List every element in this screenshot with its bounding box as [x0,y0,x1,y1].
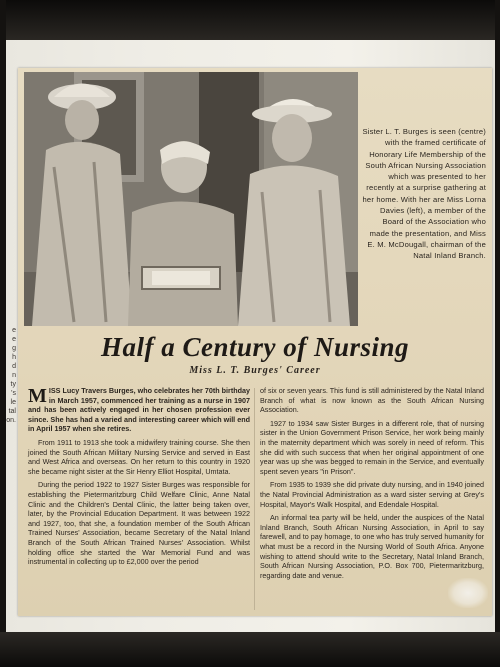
article-paragraph: An informal tea party will be held, under the auspices of the Natal Inland Branch, South African Nursing Association, in April to say farewell, and to pay homage, to one who has truly served humanity for what must be a record in the Nursing World of South Africa. Anyone wishing to attend should write to the Secretary, Natal Inland Branch, South African Nursing Association, P.O. Box 700, Pietermaritzburg, regarding date and venue. [260,513,484,580]
column-divider [254,388,255,610]
article-paragraph: 1927 to 1934 saw Sister Burges in a different role, that of nursing sister in the Union Government Prison Service, her work being mainly in the maternity department which was sorely in need of reform. This she did with such success that when her original appointment of one year was up she was begged to remain in the Service, and eventually spent seven years "in Prison". [260,418,484,476]
article-column-left [28,386,250,571]
headline: Half a Century of Nursing [100,332,410,362]
frame-top [0,0,500,40]
photo-illustration [24,72,358,326]
newspaper-clipping [18,68,492,616]
photo-caption: Sister L. T. Burges is seen (centre) with the framed certificate of Honorary Life Membership of the South African Nursing Association which was presented to her recently at a surprise gathering at her home. With her are Miss Lorna Davies (left), a member of the Board of the Association who made the presentation, and Miss E. M. McDougall, chairman of the Natal Inland Branch. [362,127,486,261]
article-lead-paragraph [28,386,250,434]
frame-right [495,0,500,667]
drop-cap: M [28,385,47,407]
article-column-right [260,386,484,584]
mat-board [6,40,495,632]
article-paragraph: From 1911 to 1913 she took a midwifery training course. She then joined the South African Military Nursing Service and served in East and West Africa and overseas. On her return to this country in 1920 she became night sister at the Sir Henry Elliot Hospital, Umtata. [28,437,250,476]
paper-stain [448,578,488,608]
article-paragraph: of six or seven years. This fund is still administered by the Natal Inland Branch of what is now known as the South African Nursing Association. [260,386,484,415]
photograph-of-three-women [24,72,358,326]
adjacent-clipping-fragment: e e g h d n ty 's le tal on. [6,327,16,424]
article-lead-text: ISS Lucy Travers Burges, who celebrates her 70th birthday in March 1957, commenced her training as a nurse in 1907 and has been actively engaged in her chosen profession ever since. She has had a varied and interesting career which will end in April 1957 when she retires. [28,386,250,434]
subheadline: Miss L. T. Burges' Career [189,365,321,376]
article-paragraph: From 1935 to 1939 she did private duty nursing, and in 1940 joined the Natal Provincial Administration as a ward sister serving at Grey's Hospital, Mayor's Walk Hospital, and Edendale Hospital. [260,480,484,509]
frame-bottom [0,632,500,667]
article-paragraph: During the period 1922 to 1927 Sister Burges was responsible for establishing the Pietermaritzburg Child Welfare Clinic, Anne Natal Clinic and the Children's Dental Clinic, the latter being taken over, later, by the Provincial Education Department. It was between 1922 and 1927, too, that she, a foundation member of the South African Trained Nurses' Association, became Secretary of the Natal Inland Branch of the South African Trained Nurses' Association. Whilst holding office she started the War Memorial Fund and was instrumental in collecting up to £2,000 over the period [28,480,250,567]
